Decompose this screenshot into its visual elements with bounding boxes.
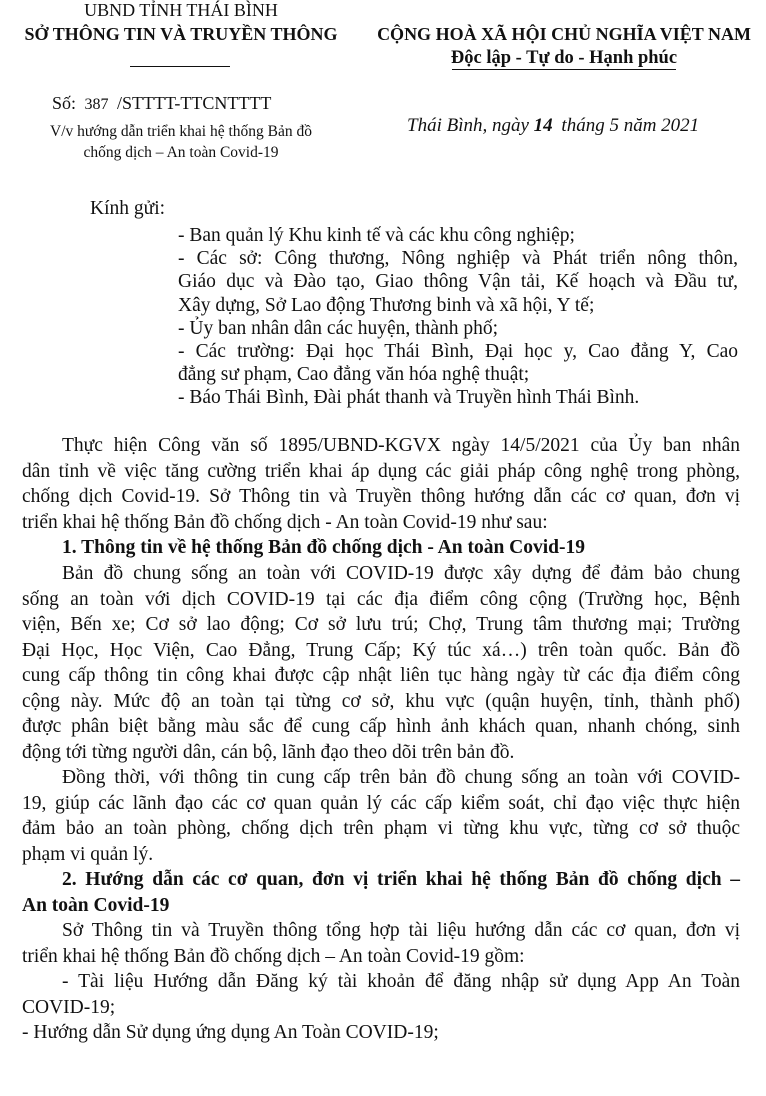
subject-line-2: chống dịch – An toàn Covid-19 (83, 144, 279, 161)
section-2-bullet-2 (22, 1020, 740, 1046)
recipient-item: Giáo dục và Đào tạo, Giao thông Vận tải, Kế hoạch và Đầu tư, (178, 271, 738, 293)
paragraph-line: Sở Thông tin và Truyền thông tổng hợp tài liệu hướng dẫn các cơ quan, đơn vị (62, 920, 740, 941)
motto: Độc lập - Tự do - Hạnh phúc (450, 48, 678, 68)
date-day: 14 (533, 115, 553, 136)
recipient-item: - Ban quản lý Khu kinh tế và các khu công nghiệp; (178, 225, 575, 246)
section-2-bullet-1 (22, 969, 740, 1020)
motto-underline (452, 69, 676, 70)
paragraph-line: cộng này. Mức độ an toàn tại từng cơ sở, khu vực (quận huyện, tỉnh, thành phố) (22, 690, 740, 712)
doc-number-code: /STTTT-TTCNTTTT (117, 93, 272, 113)
agency-name: SỞ THÔNG TIN VÀ TRUYỀN THÔNG (24, 24, 338, 44)
paragraph-line: dân tỉnh về việc tăng cường triển khai áp dụng các giải pháp công nghệ trong phòng, (22, 460, 740, 482)
paragraph-line: đảm bảo an toàn phòng, chống dịch trên phạm vi từng khu vực, từng cơ sở thuộc (22, 818, 740, 839)
intro-paragraph (22, 433, 740, 535)
paragraph-line: phạm vi quản lý. (22, 843, 154, 865)
paragraph-line: Đồng thời, với thông tin cung cấp trên bản đồ chung sống an toàn với COVID- (62, 767, 740, 788)
paragraph-line: - Tài liệu Hướng dẫn Đăng ký tài khoản để đăng nhập sử dụng App An Toàn (62, 971, 740, 992)
paragraph-line: viện, Bến xe; Cơ sở lao động; Cơ sở lưu trú; Chợ, Trung tâm thương mại; Trường (22, 614, 740, 635)
date-month: tháng 5 (561, 115, 619, 136)
paragraph-line: được phân biệt bằng màu sắc để cung cấp hình ảnh khách quan, nhanh chóng, sinh (22, 716, 740, 737)
paragraph-line: COVID-19; (22, 996, 116, 1018)
paragraph-line: 19, giúp các lãnh đạo các cơ quan quản lý các cấp kiểm soát, chỉ đạo việc thực hiện (22, 792, 740, 814)
section-1-paragraph-2 (22, 765, 740, 867)
paragraph-line: động tới từng người dân, cán bộ, lãnh đạo theo dõi trên bản đồ. (22, 741, 515, 763)
recipient-item: - Ủy ban nhân dân các huyện, thành phố; (178, 317, 499, 339)
section-2-heading (22, 867, 740, 918)
paragraph-line: cung cấp thông tin công khai được cập nhật liên tục hàng ngày từ các địa điểm công (22, 665, 740, 686)
paragraph-line: chống dịch Covid-19. Sở Thông tin và Truyền thông hướng dẫn các cơ quan, đơn vị (22, 486, 740, 507)
subject-line-1: V/v hướng dẫn triển khai hệ thống Bản đồ (50, 123, 312, 140)
date-prefix: Thái Bình, ngày (407, 115, 529, 136)
paragraph-line: sống an toàn với dịch COVID-19 tại các địa điểm công cộng (Trường học, Bệnh (22, 588, 740, 610)
heading-line: 1. Thông tin về hệ thống Bản đồ chống dịch - An toàn Covid-19 (62, 537, 586, 558)
heading-line: 2. Hướng dẫn các cơ quan, đơn vị triển khai hệ thống Bản đồ chống dịch – (62, 869, 740, 890)
recipient-list (178, 224, 738, 410)
paragraph-line: - Hướng dẫn Sử dụng ứng dụng An Toàn COVID-19; (22, 1022, 439, 1043)
salutation: Kính gửi: (90, 198, 166, 219)
agency-parent: UBND TỈNH THÁI BÌNH (84, 0, 278, 20)
heading-line: An toàn Covid-19 (22, 894, 170, 916)
paragraph-line: Thực hiện Công văn số 1895/UBND-KGVX ngày 14/5/2021 của Ủy ban nhân (62, 435, 740, 456)
date-line (407, 115, 699, 137)
section-2-paragraph-1 (22, 918, 740, 969)
paragraph-line: triển khai hệ thống Bản đồ chống dịch – An toàn Covid-19 gồm: (22, 945, 525, 967)
paragraph-line: triển khai hệ thống Bản đồ chống dịch - An toàn Covid-19 như sau: (22, 511, 548, 533)
paragraph-line: Đại Học, Học Viện, Cao Đẳng, Trung Cấp; Ký túc xá…) trên toàn quốc. Bản đồ (22, 639, 740, 661)
section-1-paragraph-1 (22, 561, 740, 765)
nation-title: CỘNG HOÀ XÃ HỘI CHỦ NGHĨA VIỆT NAM (377, 24, 751, 44)
doc-number-prefix: Số: (52, 93, 77, 113)
recipient-item: đẳng sư phạm, Cao đẳng văn hóa nghệ thuật; (178, 364, 530, 386)
recipient-item: - Báo Thái Bình, Đài phát thanh và Truyền hình Thái Bình. (178, 387, 640, 409)
date-year: năm 2021 (623, 115, 700, 136)
recipient-item: Xây dựng, Sở Lao động Thương binh và xã hội, Y tế; (178, 294, 595, 316)
agency-underline (130, 66, 230, 67)
recipient-item: - Các sở: Công thương, Nông nghiệp và Phát triển nông thôn, (178, 248, 738, 270)
recipient-item: - Các trường: Đại học Thái Bình, Đại học y, Cao đẳng Y, Cao (178, 341, 738, 363)
doc-number-value: 387 (84, 96, 109, 113)
doc-number (52, 93, 271, 114)
section-1-heading (22, 535, 740, 561)
paragraph-line: Bản đồ chung sống an toàn với COVID-19 được xây dựng để đảm bảo chung (62, 563, 740, 584)
